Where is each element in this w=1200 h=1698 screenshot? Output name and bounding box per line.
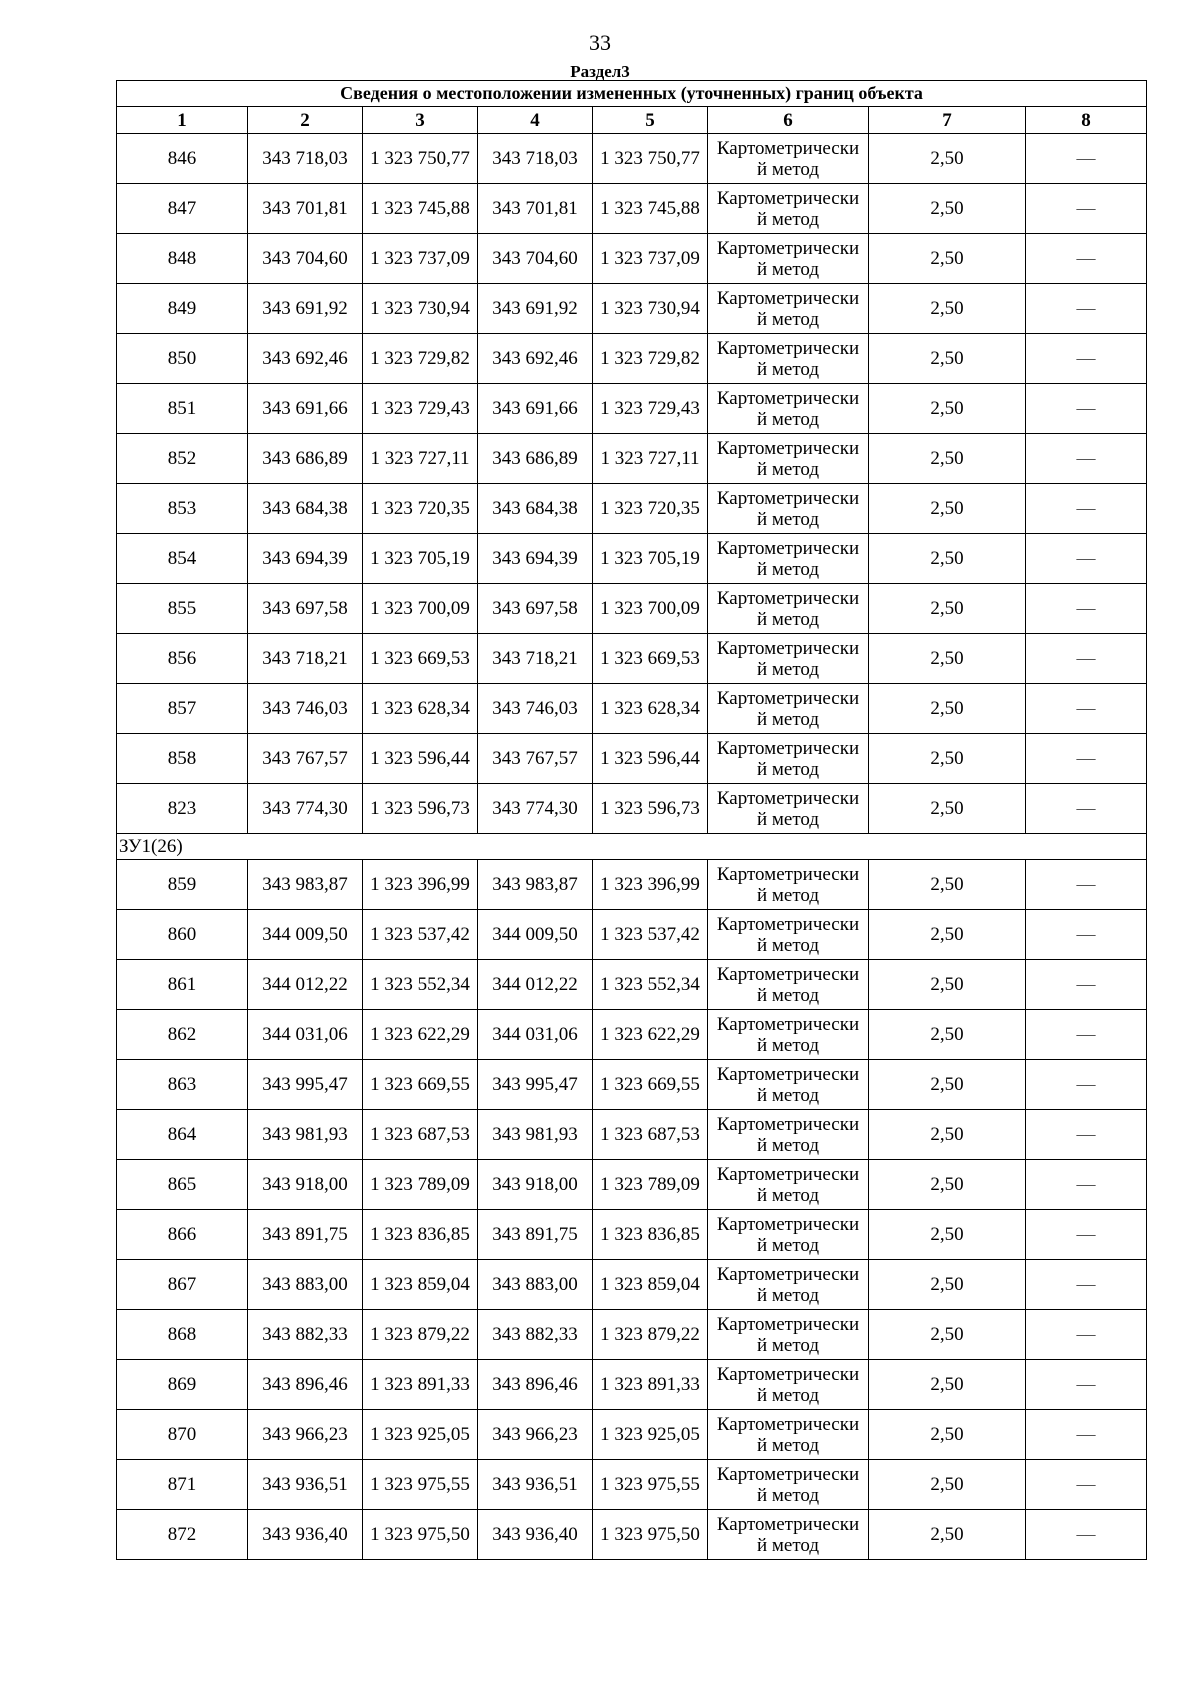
- table-cell: 851: [117, 384, 248, 434]
- table-cell: 1 323 750,77: [593, 134, 708, 184]
- table-cell: 1 323 596,73: [593, 784, 708, 834]
- table-cell: Картометрически й метод: [708, 134, 869, 184]
- table-cell: Картометрически й метод: [708, 960, 869, 1010]
- table-cell: —: [1026, 284, 1147, 334]
- table-cell: —: [1026, 384, 1147, 434]
- table-cell: 2,50: [869, 910, 1026, 960]
- table-cell: —: [1026, 1360, 1147, 1410]
- table-cell: 1 323 859,04: [363, 1260, 478, 1310]
- table-caption: Сведения о местоположении измененных (уточненных) границ объекта: [117, 81, 1147, 107]
- table-cell: 2,50: [869, 1160, 1026, 1210]
- table-row: [117, 684, 1147, 734]
- table-row: [117, 1160, 1147, 1210]
- column-number: 8: [1026, 107, 1147, 134]
- table-cell: 1 323 836,85: [593, 1210, 708, 1260]
- table-cell: Картометрически й метод: [708, 684, 869, 734]
- table-cell: 2,50: [869, 234, 1026, 284]
- table-cell: 1 323 727,11: [363, 434, 478, 484]
- table-cell: Картометрически й метод: [708, 634, 869, 684]
- page-number: 33: [589, 30, 611, 55]
- table-cell: 343 918,00: [478, 1160, 593, 1210]
- section-title: Раздел3: [570, 62, 630, 81]
- table-cell: 343 918,00: [248, 1160, 363, 1210]
- table-cell: 343 718,03: [478, 134, 593, 184]
- table-cell: —: [1026, 734, 1147, 784]
- table-cell: 2,50: [869, 1460, 1026, 1510]
- table-cell: —: [1026, 634, 1147, 684]
- table-cell: 343 694,39: [478, 534, 593, 584]
- table-row: [117, 484, 1147, 534]
- table-cell: 1 323 975,50: [363, 1510, 478, 1560]
- table-cell: 866: [117, 1210, 248, 1260]
- table-cell: 1 323 628,34: [363, 684, 478, 734]
- table-cell: 1 323 705,19: [363, 534, 478, 584]
- table-cell: 854: [117, 534, 248, 584]
- table-row: [117, 1410, 1147, 1460]
- table-cell: 868: [117, 1310, 248, 1360]
- table-body: [117, 134, 1147, 1560]
- table-cell: 2,50: [869, 1110, 1026, 1160]
- table-cell: 856: [117, 634, 248, 684]
- table-cell: 857: [117, 684, 248, 734]
- table-cell: 2,50: [869, 484, 1026, 534]
- table-cell: 1 323 859,04: [593, 1260, 708, 1310]
- table-cell: 1 323 727,11: [593, 434, 708, 484]
- table-row: [117, 184, 1147, 234]
- table-row: [117, 734, 1147, 784]
- table-cell: 344 009,50: [248, 910, 363, 960]
- column-number: 4: [478, 107, 593, 134]
- table-row: [117, 384, 1147, 434]
- table-cell: 1 323 737,09: [363, 234, 478, 284]
- table-cell: 343 697,58: [478, 584, 593, 634]
- table-cell: 343 692,46: [478, 334, 593, 384]
- table-cell: Картометрически й метод: [708, 1460, 869, 1510]
- table-cell: 1 323 669,55: [593, 1060, 708, 1110]
- table-cell: 2,50: [869, 434, 1026, 484]
- table-cell: 1 323 687,53: [363, 1110, 478, 1160]
- table-cell: 850: [117, 334, 248, 384]
- table-cell: 1 323 537,42: [593, 910, 708, 960]
- table-cell: 343 704,60: [248, 234, 363, 284]
- table-cell: 343 746,03: [248, 684, 363, 734]
- table-cell: 343 883,00: [248, 1260, 363, 1310]
- table-cell: Картометрически й метод: [708, 1160, 869, 1210]
- table-row: [117, 1460, 1147, 1510]
- table-cell: 1 323 700,09: [593, 584, 708, 634]
- table-cell: 343 691,66: [478, 384, 593, 434]
- table-cell: 1 323 622,29: [363, 1010, 478, 1060]
- table-cell: 2,50: [869, 634, 1026, 684]
- table-cell: 1 323 700,09: [363, 584, 478, 634]
- table-cell: Картометрически й метод: [708, 184, 869, 234]
- table-cell: 1 323 687,53: [593, 1110, 708, 1160]
- table-cell: 861: [117, 960, 248, 1010]
- table-cell: 343 774,30: [478, 784, 593, 834]
- table-row: [117, 1510, 1147, 1560]
- table-cell: 343 966,23: [478, 1410, 593, 1460]
- table-cell: Картометрически й метод: [708, 284, 869, 334]
- table-cell: Картометрически й метод: [708, 484, 869, 534]
- table-cell: 2,50: [869, 734, 1026, 784]
- table-cell: 343 767,57: [478, 734, 593, 784]
- table-cell: 1 323 730,94: [593, 284, 708, 334]
- column-number: 7: [869, 107, 1026, 134]
- group-label: ЗУ1(26): [117, 834, 1147, 860]
- table-cell: 344 031,06: [248, 1010, 363, 1060]
- table-cell: —: [1026, 684, 1147, 734]
- table-cell: 343 767,57: [248, 734, 363, 784]
- table-cell: 344 012,22: [478, 960, 593, 1010]
- table-cell: 867: [117, 1260, 248, 1310]
- table-cell: Картометрически й метод: [708, 860, 869, 910]
- table-cell: 1 323 720,35: [593, 484, 708, 534]
- table-cell: —: [1026, 784, 1147, 834]
- table-cell: 1 323 669,55: [363, 1060, 478, 1110]
- table-cell: Картометрически й метод: [708, 434, 869, 484]
- table-cell: 343 691,92: [248, 284, 363, 334]
- table-cell: 1 323 396,99: [363, 860, 478, 910]
- table-cell: —: [1026, 484, 1147, 534]
- table-cell: 2,50: [869, 334, 1026, 384]
- table-cell: 1 323 596,44: [363, 734, 478, 784]
- table-cell: 1 323 705,19: [593, 534, 708, 584]
- table-cell: —: [1026, 1310, 1147, 1360]
- table-cell: —: [1026, 960, 1147, 1010]
- table-row: [117, 584, 1147, 634]
- table-cell: 1 323 729,82: [363, 334, 478, 384]
- table-cell: 2,50: [869, 1360, 1026, 1410]
- table-cell: —: [1026, 584, 1147, 634]
- table-cell: 1 323 891,33: [593, 1360, 708, 1410]
- column-number: 5: [593, 107, 708, 134]
- column-number: 1: [117, 107, 248, 134]
- table-cell: Картометрически й метод: [708, 334, 869, 384]
- table-cell: —: [1026, 1010, 1147, 1060]
- table-cell: Картометрически й метод: [708, 1510, 869, 1560]
- table-cell: —: [1026, 1410, 1147, 1460]
- table-cell: 1 323 596,44: [593, 734, 708, 784]
- table-cell: 343 684,38: [248, 484, 363, 534]
- table-cell: 862: [117, 1010, 248, 1060]
- table-cell: Картометрически й метод: [708, 1210, 869, 1260]
- table-cell: Картометрически й метод: [708, 1010, 869, 1060]
- table-cell: 1 323 729,82: [593, 334, 708, 384]
- table-cell: Картометрически й метод: [708, 1110, 869, 1160]
- table-cell: 343 684,38: [478, 484, 593, 534]
- table-cell: —: [1026, 1260, 1147, 1310]
- table-cell: —: [1026, 184, 1147, 234]
- table-cell: Картометрически й метод: [708, 584, 869, 634]
- table-row: [117, 284, 1147, 334]
- table-cell: —: [1026, 1460, 1147, 1510]
- table-cell: 2,50: [869, 184, 1026, 234]
- table-row: [117, 234, 1147, 284]
- table-cell: 2,50: [869, 1510, 1026, 1560]
- table-row: [117, 434, 1147, 484]
- table-cell: 344 031,06: [478, 1010, 593, 1060]
- table-cell: 2,50: [869, 1260, 1026, 1310]
- table-cell: 1 323 745,88: [593, 184, 708, 234]
- table-cell: 1 323 737,09: [593, 234, 708, 284]
- table-cell: 849: [117, 284, 248, 334]
- table-cell: 343 691,92: [478, 284, 593, 334]
- table-cell: 343 891,75: [248, 1210, 363, 1260]
- table-cell: —: [1026, 234, 1147, 284]
- table-cell: 1 323 879,22: [593, 1310, 708, 1360]
- table-cell: Картометрически й метод: [708, 384, 869, 434]
- table-cell: 823: [117, 784, 248, 834]
- table-cell: 2,50: [869, 1010, 1026, 1060]
- table-row: [117, 1210, 1147, 1260]
- table-cell: 343 936,51: [478, 1460, 593, 1510]
- table-cell: —: [1026, 1110, 1147, 1160]
- table-cell: 1 323 750,77: [363, 134, 478, 184]
- table-row: [117, 1310, 1147, 1360]
- table-cell: —: [1026, 1160, 1147, 1210]
- table-cell: Картометрически й метод: [708, 534, 869, 584]
- table-cell: 871: [117, 1460, 248, 1510]
- table-cell: —: [1026, 860, 1147, 910]
- table-cell: 2,50: [869, 1310, 1026, 1360]
- table-cell: 1 323 925,05: [363, 1410, 478, 1460]
- table-cell: 2,50: [869, 860, 1026, 910]
- table-cell: 343 936,40: [478, 1510, 593, 1560]
- table-cell: 869: [117, 1360, 248, 1410]
- table-cell: Картометрически й метод: [708, 910, 869, 960]
- table-cell: Картометрически й метод: [708, 1310, 869, 1360]
- table-cell: 1 323 975,55: [363, 1460, 478, 1510]
- table-cell: 343 936,51: [248, 1460, 363, 1510]
- table-cell: 1 323 789,09: [593, 1160, 708, 1210]
- table-cell: 1 323 596,73: [363, 784, 478, 834]
- table-cell: 343 697,58: [248, 584, 363, 634]
- table-cell: 343 891,75: [478, 1210, 593, 1260]
- boundary-coordinates-table: [116, 80, 1147, 1560]
- table-row: [117, 1260, 1147, 1310]
- table-cell: 343 896,46: [478, 1360, 593, 1410]
- table-cell: 1 323 669,53: [363, 634, 478, 684]
- table-cell: 343 692,46: [248, 334, 363, 384]
- table-cell: 1 323 975,50: [593, 1510, 708, 1560]
- table-row: [117, 1110, 1147, 1160]
- column-number: 2: [248, 107, 363, 134]
- table-cell: Картометрически й метод: [708, 234, 869, 284]
- table-cell: 2,50: [869, 684, 1026, 734]
- table-cell: 2,50: [869, 1210, 1026, 1260]
- table-cell: 853: [117, 484, 248, 534]
- table-cell: —: [1026, 910, 1147, 960]
- table-cell: 2,50: [869, 584, 1026, 634]
- table-cell: 1 323 836,85: [363, 1210, 478, 1260]
- table-cell: 2,50: [869, 134, 1026, 184]
- table-cell: Картометрически й метод: [708, 784, 869, 834]
- table-cell: 864: [117, 1110, 248, 1160]
- table-cell: 1 323 552,34: [593, 960, 708, 1010]
- table-cell: —: [1026, 1060, 1147, 1110]
- table-cell: 343 995,47: [478, 1060, 593, 1110]
- table-cell: 343 718,21: [478, 634, 593, 684]
- table-cell: 852: [117, 434, 248, 484]
- table-cell: —: [1026, 1210, 1147, 1260]
- table-cell: —: [1026, 334, 1147, 384]
- table-cell: 343 746,03: [478, 684, 593, 734]
- table-cell: 846: [117, 134, 248, 184]
- table-cell: —: [1026, 534, 1147, 584]
- table-cell: 343 704,60: [478, 234, 593, 284]
- table-cell: 1 323 720,35: [363, 484, 478, 534]
- table-row: [117, 534, 1147, 584]
- table-cell: 2,50: [869, 1060, 1026, 1110]
- table-cell: 2,50: [869, 384, 1026, 434]
- table-cell: 344 012,22: [248, 960, 363, 1010]
- table-cell: 343 896,46: [248, 1360, 363, 1410]
- table-cell: 1 323 622,29: [593, 1010, 708, 1060]
- table-row: [117, 1060, 1147, 1110]
- table-cell: 860: [117, 910, 248, 960]
- table-cell: 343 701,81: [478, 184, 593, 234]
- table-row: [117, 1360, 1147, 1410]
- column-number-row: [117, 107, 1147, 134]
- table-row: [117, 860, 1147, 910]
- table-cell: 343 983,87: [478, 860, 593, 910]
- table-cell: 1 323 552,34: [363, 960, 478, 1010]
- table-cell: 343 686,89: [478, 434, 593, 484]
- table-cell: 1 323 730,94: [363, 284, 478, 334]
- table-cell: 1 323 925,05: [593, 1410, 708, 1460]
- table-cell: 343 995,47: [248, 1060, 363, 1110]
- table-cell: 863: [117, 1060, 248, 1110]
- table-cell: 343 686,89: [248, 434, 363, 484]
- table-cell: 2,50: [869, 534, 1026, 584]
- table-cell: 343 701,81: [248, 184, 363, 234]
- table-cell: 1 323 975,55: [593, 1460, 708, 1510]
- table-row: [117, 1010, 1147, 1060]
- table-cell: 343 936,40: [248, 1510, 363, 1560]
- table-cell: Картометрически й метод: [708, 1360, 869, 1410]
- table-cell: 343 883,00: [478, 1260, 593, 1310]
- table-cell: 343 981,93: [248, 1110, 363, 1160]
- table-cell: Картометрически й метод: [708, 1060, 869, 1110]
- table-cell: 2,50: [869, 284, 1026, 334]
- table-cell: 343 774,30: [248, 784, 363, 834]
- table-cell: 343 882,33: [248, 1310, 363, 1360]
- table-row: [117, 334, 1147, 384]
- table-cell: 343 882,33: [478, 1310, 593, 1360]
- table-cell: Картометрически й метод: [708, 734, 869, 784]
- table-cell: 2,50: [869, 784, 1026, 834]
- column-number: 3: [363, 107, 478, 134]
- table-cell: 847: [117, 184, 248, 234]
- table-cell: Картометрически й метод: [708, 1410, 869, 1460]
- table-cell: 1 323 745,88: [363, 184, 478, 234]
- table-cell: 1 323 628,34: [593, 684, 708, 734]
- table-cell: 2,50: [869, 960, 1026, 1010]
- table-cell: 343 694,39: [248, 534, 363, 584]
- table-cell: 870: [117, 1410, 248, 1460]
- table-row: [117, 960, 1147, 1010]
- table-cell: 344 009,50: [478, 910, 593, 960]
- table-cell: 343 718,21: [248, 634, 363, 684]
- table-cell: 865: [117, 1160, 248, 1210]
- column-number: 6: [708, 107, 869, 134]
- table-row: [117, 910, 1147, 960]
- table-cell: 1 323 891,33: [363, 1360, 478, 1410]
- table-cell: 343 718,03: [248, 134, 363, 184]
- table-cell: 1 323 729,43: [363, 384, 478, 434]
- table-cell: 343 691,66: [248, 384, 363, 434]
- table-cell: 1 323 729,43: [593, 384, 708, 434]
- table-row: [117, 634, 1147, 684]
- table-cell: 343 966,23: [248, 1410, 363, 1460]
- table-cell: —: [1026, 1510, 1147, 1560]
- table-cell: Картометрически й метод: [708, 1260, 869, 1310]
- table-cell: 855: [117, 584, 248, 634]
- group-row: [117, 834, 1147, 860]
- table-cell: 343 981,93: [478, 1110, 593, 1160]
- table-row: [117, 134, 1147, 184]
- table-cell: 2,50: [869, 1410, 1026, 1460]
- table-row: [117, 784, 1147, 834]
- table-cell: —: [1026, 134, 1147, 184]
- table-cell: —: [1026, 434, 1147, 484]
- table-cell: 858: [117, 734, 248, 784]
- table-cell: 848: [117, 234, 248, 284]
- table-cell: 872: [117, 1510, 248, 1560]
- table-cell: 1 323 396,99: [593, 860, 708, 910]
- table-cell: 1 323 537,42: [363, 910, 478, 960]
- table-cell: 859: [117, 860, 248, 910]
- table-cell: 1 323 669,53: [593, 634, 708, 684]
- table-cell: 343 983,87: [248, 860, 363, 910]
- table-cell: 1 323 879,22: [363, 1310, 478, 1360]
- table-cell: 1 323 789,09: [363, 1160, 478, 1210]
